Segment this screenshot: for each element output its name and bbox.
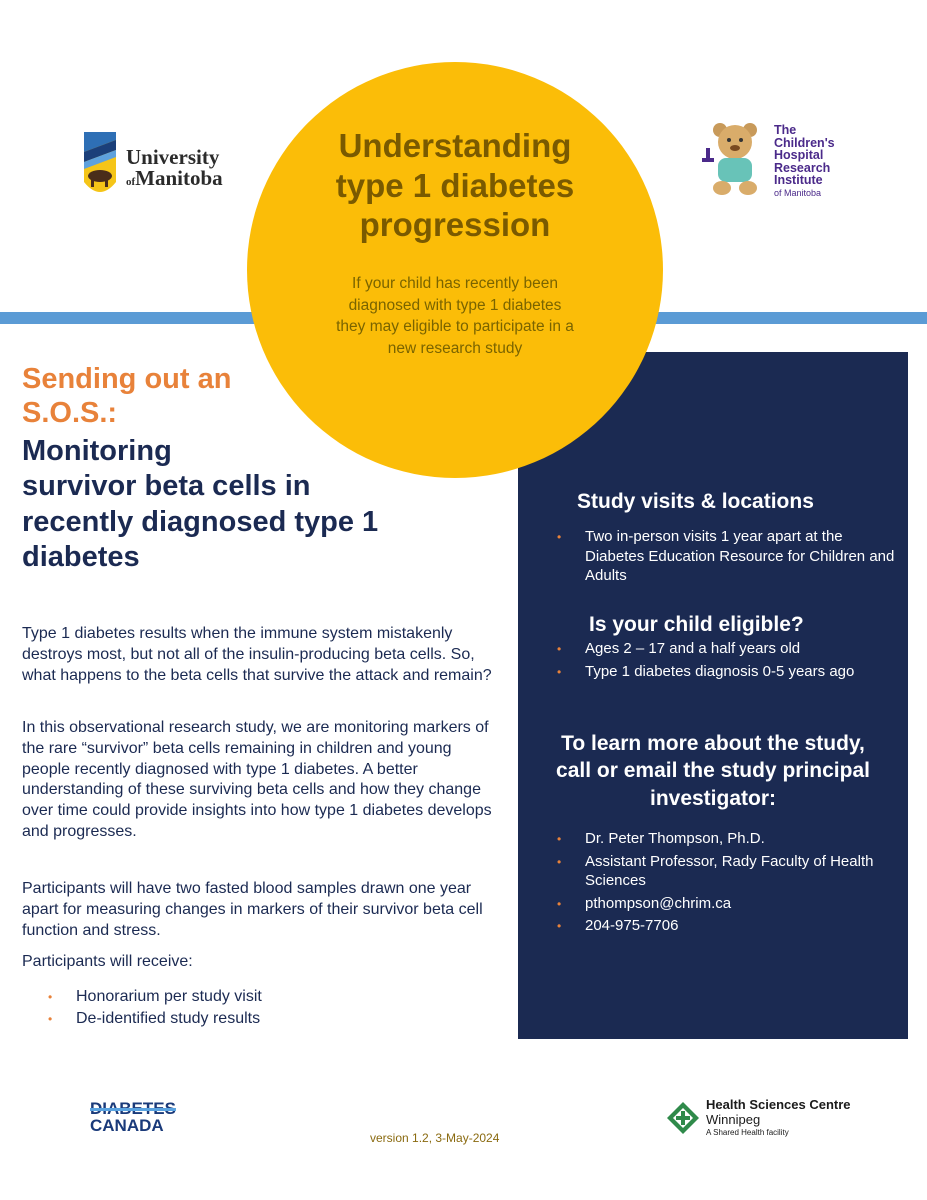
bullet-icon: • [48, 1012, 53, 1027]
visits-list [557, 527, 902, 589]
samples-paragraph: Participants will have two fasted blood samples drawn one year apart for measuring changes in markers of their survivor beta cell function and stress. [22, 880, 483, 939]
bullet-icon: • [557, 896, 562, 911]
list-item: • Honorarium per study visit [48, 988, 262, 1005]
hsc-diamond-icon [666, 1101, 700, 1135]
subtitle-line1: If your child has recently been [352, 275, 558, 292]
bullet-icon: • [557, 642, 562, 656]
receive-list [48, 986, 262, 1031]
chri-line6: of Manitoba [774, 187, 822, 198]
chri-logo [700, 118, 860, 198]
chri-line2: Children's [774, 135, 835, 150]
dc-line2: CANADA [90, 1116, 164, 1135]
bison-shield-icon [82, 130, 118, 206]
contact-phone[interactable]: • 204-975-7706 [557, 917, 679, 934]
bullet-icon: • [557, 832, 562, 846]
subtitle-line3: they may eligible to participate in a [336, 318, 574, 336]
contact-heading-line1: To learn more about the study, [561, 732, 865, 755]
main-title-line1: Understanding [338, 127, 572, 164]
contact-email[interactable]: • pthompson@chrim.ca [557, 894, 732, 912]
contact-heading-line2: call or email the study principal [556, 759, 870, 783]
bullet-icon: • [557, 919, 562, 933]
hsc-line3: A Shared Health facility [706, 1127, 789, 1137]
bullet-icon: • [557, 664, 562, 679]
eligible-heading: Is your child eligible? [589, 613, 804, 636]
receive-label: Participants will receive: [22, 953, 193, 970]
contact-heading [518, 730, 908, 812]
university-of-manitoba-logo [82, 128, 252, 208]
contact-name: • Dr. Peter Thompson, Ph.D. [557, 830, 765, 847]
list-item: • Two in-person visits 1 year apart at the Diabetes Education Resource for Children and Adults [557, 528, 895, 584]
main-subtitle [300, 273, 610, 360]
subtitle-line4: new research study [387, 340, 523, 358]
sos-heading [22, 362, 462, 430]
hsc-logo [666, 1098, 851, 1137]
sos-line1: Sending out an [22, 363, 232, 395]
hsc-line2: Winnipeg [706, 1111, 761, 1127]
headline-line4: diabetes [22, 541, 140, 574]
dc-line1: DIABETES [90, 1099, 176, 1118]
list-item: • Type 1 diabetes diagnosis 0-5 years ago [557, 662, 855, 680]
study-paragraph: In this observational research study, we are monitoring markers of the rare “survivor” beta cells remaining in children and young people recently diagnosed with type 1 diabetes. A better understanding of these surviving beta cells and how they change over time could provide insights into how type 1 diabetes develops and progresses. [22, 719, 492, 840]
list-item: • De-identified study results [48, 1010, 261, 1028]
chri-line1: The [774, 123, 797, 137]
contact-heading-line3: investigator: [649, 786, 777, 810]
subtitle-line2: diagnosed with type 1 diabetes [348, 296, 562, 314]
chri-line3: Hospital [774, 148, 824, 162]
um-line2: Manitoba [135, 166, 223, 190]
version-label: version 1.2, 3-May-2024 [370, 1131, 500, 1145]
teddy-bear-icon [700, 118, 770, 198]
study-headline [22, 434, 482, 576]
um-of: of [126, 176, 136, 188]
main-title-line2: type 1 diabetes [335, 166, 575, 204]
hsc-line1: Health Sciences Centre [706, 1097, 851, 1112]
list-item: • Ages 2 – 17 and a half years old [557, 640, 801, 657]
sos-line2: S.O.S.: [22, 397, 118, 430]
bullet-icon: • [557, 854, 562, 869]
eligible-list [557, 639, 902, 684]
bullet-icon: • [557, 530, 562, 544]
visits-heading: Study visits & locations [577, 490, 814, 513]
main-title-line3: progression [359, 206, 551, 244]
main-title [300, 126, 610, 245]
contact-list [557, 829, 887, 939]
chri-line4: Research [774, 160, 831, 175]
chri-line5: Institute [774, 173, 823, 187]
contact-title: • Assistant Professor, Rady Faculty of Health Sciences [557, 852, 874, 889]
headline-line1: Monitoring [22, 435, 172, 467]
bullet-icon: • [48, 990, 53, 1004]
diabetes-canada-logo [90, 1100, 176, 1134]
headline-line2: survivor beta cells in [22, 470, 311, 503]
um-line1: University [126, 145, 220, 169]
intro-paragraph: Type 1 diabetes results when the immune system mistakenly destroys most, but not all of the insulin-producing beta cells. So, what happens to the beta cells that survive the attack and remain? [22, 625, 492, 684]
headline-line3: recently diagnosed type 1 [22, 505, 379, 538]
